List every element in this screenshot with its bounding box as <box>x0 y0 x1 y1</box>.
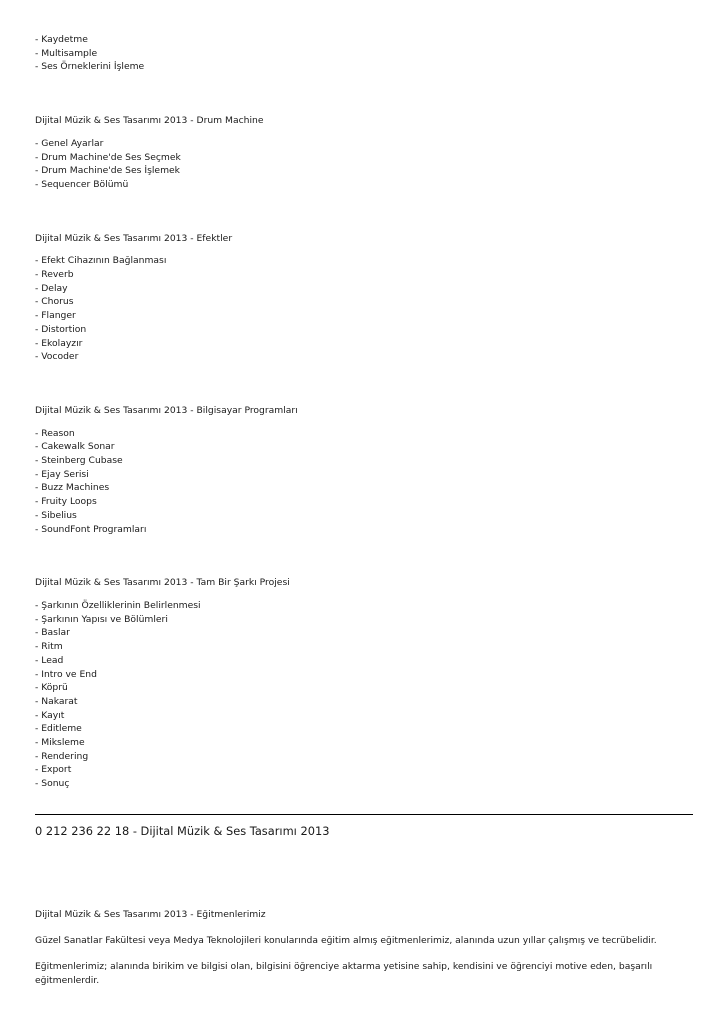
list-item: - Drum Machine'de Ses İşlemek <box>35 165 180 177</box>
section-list <box>35 137 695 192</box>
list-item: - Distortion <box>35 323 87 335</box>
list-item: - Reason <box>35 427 75 439</box>
list-item: - Steinberg Cubase <box>35 455 123 467</box>
section-bilgisayar-programlari <box>35 404 695 536</box>
list-item: - Efekt Cihazının Bağlanması <box>35 255 167 267</box>
list-item: - Ejay Serisi <box>35 468 89 480</box>
list-item: - Sonuç <box>35 778 70 790</box>
list-item: - Şarkının Özelliklerinin Belirlenmesi <box>35 599 201 611</box>
section-title: Dijital Müzik & Ses Tasarımı 2013 - Eğitmenlerimiz <box>35 909 266 920</box>
section-title: Dijital Müzik & Ses Tasarımı 2013 - Drum Machine <box>35 115 264 127</box>
list-item: - Fruity Loops <box>35 496 97 508</box>
list-item: - Miksleme <box>35 737 85 749</box>
list-item: - Sibelius <box>35 509 77 521</box>
section-title: Dijital Müzik & Ses Tasarımı 2013 - Tam Bir Şarkı Projesi <box>35 577 290 589</box>
list-item: - Kayıt <box>35 709 65 721</box>
section-list <box>35 254 695 364</box>
list-item: - Sequencer Bölümü <box>35 178 129 190</box>
list-item: - Buzz Machines <box>35 482 110 494</box>
section-efektler <box>35 232 695 364</box>
intro-list <box>35 33 695 74</box>
list-item: - Kaydetme <box>35 34 88 45</box>
list-item: - Drum Machine'de Ses Seçmek <box>35 151 181 163</box>
list-item: - Ses Örneklerini İşleme <box>35 61 145 73</box>
instructors-paragraph-1: Güzel Sanatlar Fakültesi veya Medya Teknolojileri konularında eğitim almış eğitmenlerimiz, alanında uzun yıllar çalışmış ve tecrübelidir. <box>35 934 657 946</box>
list-item: - Multisample <box>35 47 98 59</box>
list-item: - Editleme <box>35 723 82 735</box>
list-item: - Köprü <box>35 682 68 694</box>
list-item: - Şarkının Yapısı ve Bölümleri <box>35 613 168 625</box>
section-list <box>35 427 695 537</box>
section-list <box>35 599 695 791</box>
list-item: - Cakewalk Sonar <box>35 441 115 453</box>
document-body <box>35 33 695 791</box>
section-drum-machine <box>35 114 695 192</box>
page-divider <box>35 814 693 815</box>
list-item: - Delay <box>35 282 68 294</box>
instructors-paragraph-2: Eğitmenlerimiz; alanında birikim ve bilgisi olan, bilgisini öğrenciye aktarma yetisine sahip, kendisini ve öğrenciyi motive eden, başarılı eğitmenlerdir. <box>35 960 653 986</box>
list-item: - Intro ve End <box>35 668 97 680</box>
list-item: - Ekolayzır <box>35 337 83 349</box>
list-item: - Flanger <box>35 310 76 322</box>
list-item: - Lead <box>35 654 64 666</box>
list-item: - Chorus <box>35 296 74 308</box>
list-item: - Rendering <box>35 750 89 762</box>
list-item: - Vocoder <box>35 351 79 363</box>
page-footer-title: 0 212 236 22 18 - Dijital Müzik & Ses Tasarımı 2013 <box>35 824 330 838</box>
section-title: Dijital Müzik & Ses Tasarımı 2013 - Bilgisayar Programları <box>35 404 298 416</box>
list-item: - Export <box>35 764 72 776</box>
instructors-section <box>35 908 695 988</box>
section-tam-bir-sarki-projesi <box>35 576 695 791</box>
list-item: - Nakarat <box>35 695 78 707</box>
list-item: - SoundFont Programları <box>35 523 147 535</box>
list-item: - Baslar <box>35 627 70 639</box>
section-title: Dijital Müzik & Ses Tasarımı 2013 - Efektler <box>35 232 233 244</box>
list-item: - Ritm <box>35 641 63 653</box>
list-item: - Genel Ayarlar <box>35 137 104 149</box>
list-item: - Reverb <box>35 269 74 281</box>
